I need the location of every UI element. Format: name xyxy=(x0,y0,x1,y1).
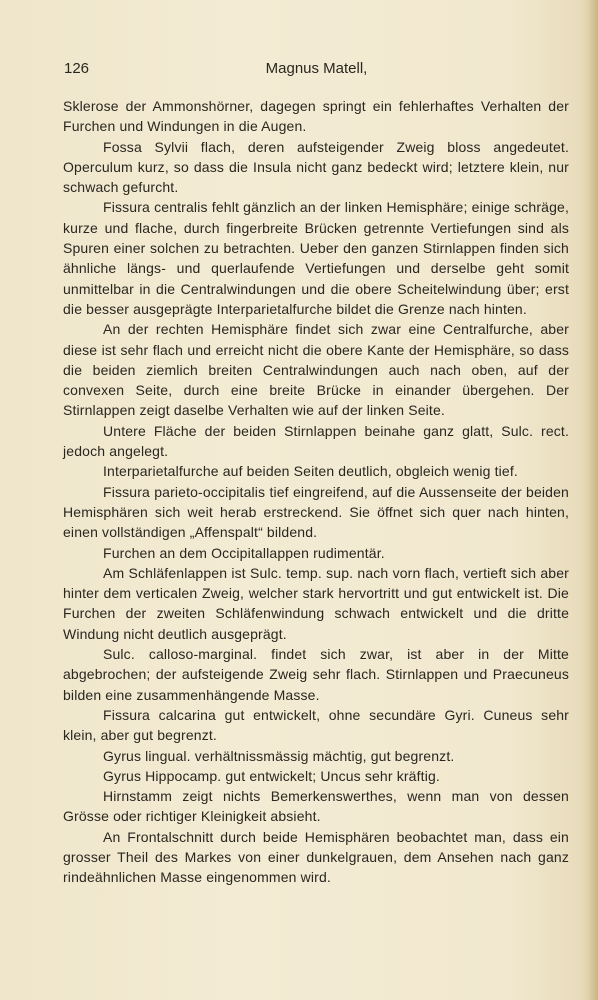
running-head: Magnus Matell, xyxy=(265,60,368,77)
paragraph: Fissura parieto-occipitalis tief eingreifend, auf die Aussenseite der beiden Hemisphären sich weit herab erstreckend. Sie öffnet sich quer nach hinten, einen vollständigen „Affenspalt“ bildend. xyxy=(63,483,569,541)
paragraph: Fossa Sylvii flach, deren aufsteigender Zweig bloss angedeutet. Operculum kurz, so dass die Insula nicht ganz bedeckt wird; letztere klein, nur schwach gefurcht. xyxy=(63,138,569,196)
paragraph: An Frontalschnitt durch beide Hemisphären beobachtet man, dass ein grosser Theil des Markes von einer dunkelgrauen, dem Ansehen nach ganz rindeähnlichen Masse eingenommen wird. xyxy=(63,828,569,886)
paragraph: Gyrus Hippocamp. gut entwickelt; Uncus sehr kräftig. xyxy=(103,767,440,784)
paragraph: Sulc. calloso-marginal. findet sich zwar, ist aber in der Mitte abgebrochen; der aufsteigende Zweig sehr flach. Stirnlappen und Praecuneus bilden eine zusammenhängende Masse. xyxy=(63,646,569,703)
paragraph: Fissura calcarina gut entwickelt, ohne secundäre Gyri. Cuneus sehr klein, aber gut begrenzt. xyxy=(63,706,569,744)
paragraph: Sklerose der Ammonshörner, dagegen springt ein fehlerhaftes Verhalten der Furchen und Windungen in die Augen. xyxy=(63,98,569,135)
paragraph: Am Schläfenlappen ist Sulc. temp. sup. nach vorn flach, vertieft sich aber hinter dem verticalen Zweig, welcher stark hervortritt und gut entwickelt ist. Die Furchen der zweiten Schläfenwindung schwach entwickelt und die dritte Windung nicht deutlich ausgeprägt. xyxy=(63,564,569,642)
page-edge-shadow xyxy=(588,0,598,1000)
paragraph: Untere Fläche der beiden Stirnlappen beinahe ganz glatt, Sulc. rect. jedoch angelegt. xyxy=(63,422,569,460)
page-header xyxy=(64,60,569,84)
body-text xyxy=(63,96,569,888)
paragraph: Interparietalfurche auf beiden Seiten deutlich, obgleich wenig tief. xyxy=(103,463,518,480)
paragraph: Furchen an dem Occipitallappen rudimentär. xyxy=(103,544,385,561)
paragraph: Fissura centralis fehlt gänzlich an der linken Hemisphäre; einige schräge, kurze und flache, durch fingerbreite Brücken getrennte Vertiefungen sind als Spuren einer solchen zu betrachten. Ueber den ganzen Stirnlappen finden sich ähnliche längs- und querlaufende Vertiefungen und derselbe geht somit unmittelbar in die Centralwindungen und die obere Scheitelwindung über; erst die besser ausgeprägte Interparietalfurche bildet die Grenze nach hinten. xyxy=(63,199,569,317)
paragraph: An der rechten Hemisphäre findet sich zwar eine Centralfurche, aber diese ist sehr flach und erreicht nicht die obere Kante der Hemisphäre, so dass die beiden ziemlich breiten Centralwindungen auch nach oben, auf der convexen Seite, durch eine breite Brücke in einander übergehen. Der Stirnlappen zeigt daselbe Verhalten wie auf der linken Seite. xyxy=(63,321,569,419)
page-number: 126 xyxy=(64,60,90,77)
paragraph: Hirnstamm zeigt nichts Bemerkenswerthes, wenn man von dessen Grösse oder richtiger Kleinigkeit absieht. xyxy=(63,788,569,825)
paragraph: Gyrus lingual. verhältnissmässig mächtig, gut begrenzt. xyxy=(103,747,455,764)
